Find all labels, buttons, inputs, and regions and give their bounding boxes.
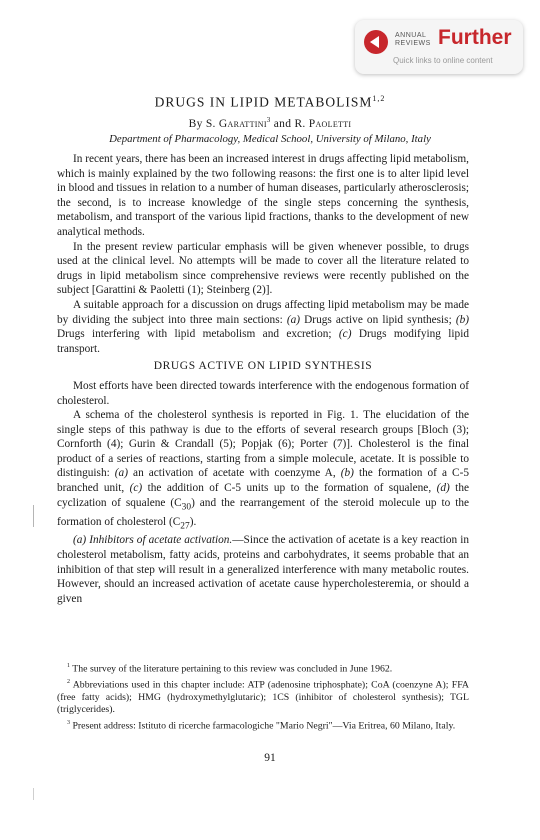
article-authors: By S. Garattini$^3$ and R. Paoletti [188,116,352,130]
paragraph: Most efforts have been directed towards interference with the endogenous formation of cholesterol. [57,379,469,407]
badge-reviews: REVIEWS [395,40,431,47]
margin-rule [33,505,34,527]
paragraph: In recent years, there has been an increased interest in drugs affecting lipid metabolism, which is mainly explained by the two following reasons: the first one is to alter lipid level in blood and tissues in relation to a number of human diseases, particularly atherosclerosis; the second, is to increase knowledge of the single steps concerning the synthesis, metabolism, and transport of the various lipid fractions, thanks to the development of new analytical methods. [57,153,469,238]
paragraph: (a) Inhibitors of acetate activation.—Since the activation of acetate is a key reaction in cholesterol metabolism, fatty acids, proteins and carbohydrates, it seems probable that an inhibition of that step will result in a generalized interference with many metabolic routes. However, should an increased activation of acetate cause hypercholesteremia, or should a given [57,534,469,605]
section-heading: DRUGS ACTIVE ON LIPID SYNTHESIS [153,360,373,373]
back-arrow-icon [364,30,388,54]
further-badge[interactable] [355,20,523,74]
footnotes [57,660,469,733]
paragraph: A suitable approach for a discussion on drugs affecting lipid metabolism may be made by dividing the subject into three main sections: (a) Drugs active on lipid synthesis; (b) Drugs interfering with lipid metabolism and excretion; (c) Drugs modifying lipid transport. [57,298,470,355]
badge-further: Further [438,26,512,49]
article-title: DRUGS IN LIPID METABOLISM$^{1,2}$ [154,94,386,110]
page-number: 91 [264,752,276,764]
badge-annual: ANNUAL [395,32,427,39]
paragraph: In the present review particular emphasis will be given whenever possible, to drugs used at the clinical level. No attempts will be made to cover all the literature related to drugs in lipid metabolism since comprehensive reviews were recently published on the subject [Garattini & Paoletti (1); Steinberg (2)]. [57,240,469,297]
title-footnote-mark: 1,2 [372,94,386,103]
badge-subtitle: Quick links to online content [393,56,493,65]
author-affiliation: Department of Pharmacology, Medical School, University of Milano, Italy [109,133,431,145]
footnote: $^3$ Present address: Istituto di ricerche farmacologiche "Mario Negri"—Via Eritrea, 60 Milano, Italy. [67,719,456,732]
margin-rule [33,788,34,800]
paragraph: A schema of the cholesterol synthesis is reported in Fig. 1. The elucidation of the single steps of this pathway is due to the efforts of several research groups [Bloch (3); Cornforth (4); Gurin & Crandall (5); Popjak (6); Porter (7)]. Cholesterol is the final product of a series of reactions, starting from a simple molecule, acetate. It is possible to distinguish: (a) an activation of acetate with coenzyme A, (b) the formation of a C-5 branched unit, (c) the addition of C-5 units up to the formation of squalene, (d) the cyclization of squalene $(C_{30})$ and the rearrangement of the steroid molecule up to the formation of cholesterol $(C_{27})$. [57,409,470,531]
footnote: $^2$ Abbreviations used in this chapter include: ATP (adenosine triphosphate); CoA (coenzyne A); FFA (free fatty acids); HMG (hydroxymethylglutaric); 1CS (inhibitor of cholesterol synthesis); TGL (triglycerides). [57,678,469,716]
article-body [57,152,469,606]
footnote: $^1$ The survey of the literature pertaining to this review was concluded in June 1962. [67,663,393,675]
